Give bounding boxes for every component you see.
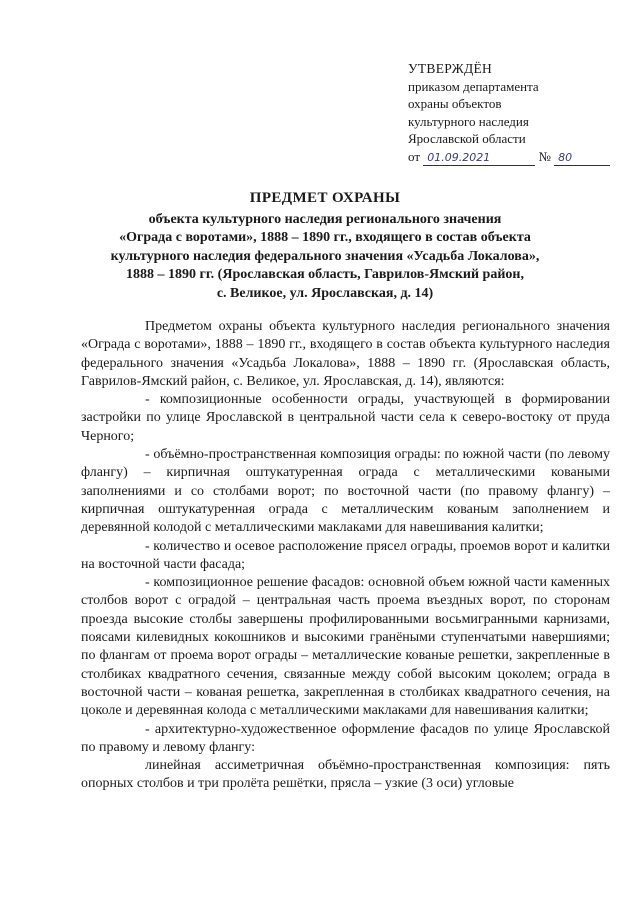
date-prefix: от — [408, 148, 421, 164]
handwritten-number: 80 — [554, 151, 610, 166]
approval-line: приказом департамента — [408, 78, 539, 94]
title-line: с. Великое, ул. Ярославская, д. 14) — [216, 285, 434, 301]
approval-heading: УТВЕРЖДЁН — [408, 61, 493, 76]
title-line: 1888 – 1890 гг. (Ярославская область, Гаврилов-Ямский район, — [126, 267, 524, 283]
list-item: - архитектурно-художественное оформление фасадов по улице Ярославской по правому и левому флангу: — [81, 721, 610, 755]
approval-line: Ярославской области — [408, 131, 526, 147]
list-item: - объёмно-пространственная композиция ограды: по южной части (по левому флангу) – кирпичная оштукатуренная ограда с металлическими коваными заполнениями и со столбами ворот; по восточной части (по правому флангу) – кирпичная оштукатуренная ограда с металлическим кованым заполнением и деревянной колодой с металлическими маклаками для навешивания калитки; — [81, 447, 610, 536]
list-item: - композиционное решение фасадов: основной объем южной части каменных столбов ворот с оградой – центральная часть проема въездных ворот, по сторонам проезда высокие столбы завершены профилированными восьмигранными карнизами, поясами килевидных кокошников и высокими гранёными ступенчатыми навершиями; по флангам от проема ворот ограды – металлические кованые решетки, закрепленные в столбиках квадратного сечения, связанные между собой высоким цоколем; ограда в восточной части – кованая решетка, закрепленная в столбиках квадратного сечения, на цоколе и деревянная колода с металлическими маклаками для навешивания калитки; — [81, 575, 610, 719]
handwritten-date: 01.09.2021 — [423, 151, 535, 166]
intro-paragraph: Предметом охраны объекта культурного наследия регионального значения «Ограда с воротами», 1888 – 1890 гг., входящего в состав объекта культурного наследия федерального значения «Усадьба Локалова», 1888 – 1890 гг. (Ярославская область, Гаврилов-Ямский район, с. Великое, ул. Ярославская, д. 14), являются: — [81, 319, 610, 389]
list-item: - композиционные особенности ограды, участвующей в формировании застройки по улице Ярославской в центральной части села к северо-востоку от пруда Черного; — [81, 392, 610, 444]
approval-stamp — [408, 60, 623, 166]
list-item: - количество и осевое расположение прясел ограды, проемов ворот и калитки на восточной части фасада; — [81, 538, 610, 572]
number-prefix: № — [538, 148, 551, 164]
approval-line: охраны объектов — [408, 96, 502, 112]
title-line: объекта культурного наследия регионального значения — [148, 211, 502, 227]
title-line: «Ограда с воротами», 1888 – 1890 гг., входящего в состав объекта — [119, 230, 531, 246]
approval-date-line — [408, 148, 623, 166]
closing-paragraph: линейная ассиметричная объёмно-пространственная композиция: пять опорных столбов и три пролёта решётки, прясла – узкие (3 оси) угловые — [81, 758, 610, 792]
title-line: культурного наследия федерального значения «Усадьба Локалова», — [110, 248, 540, 264]
document-title — [90, 189, 560, 304]
title-main: ПРЕДМЕТ ОХРАНЫ — [249, 190, 401, 206]
document-body — [81, 318, 610, 794]
approval-line: культурного наследия — [408, 113, 529, 129]
